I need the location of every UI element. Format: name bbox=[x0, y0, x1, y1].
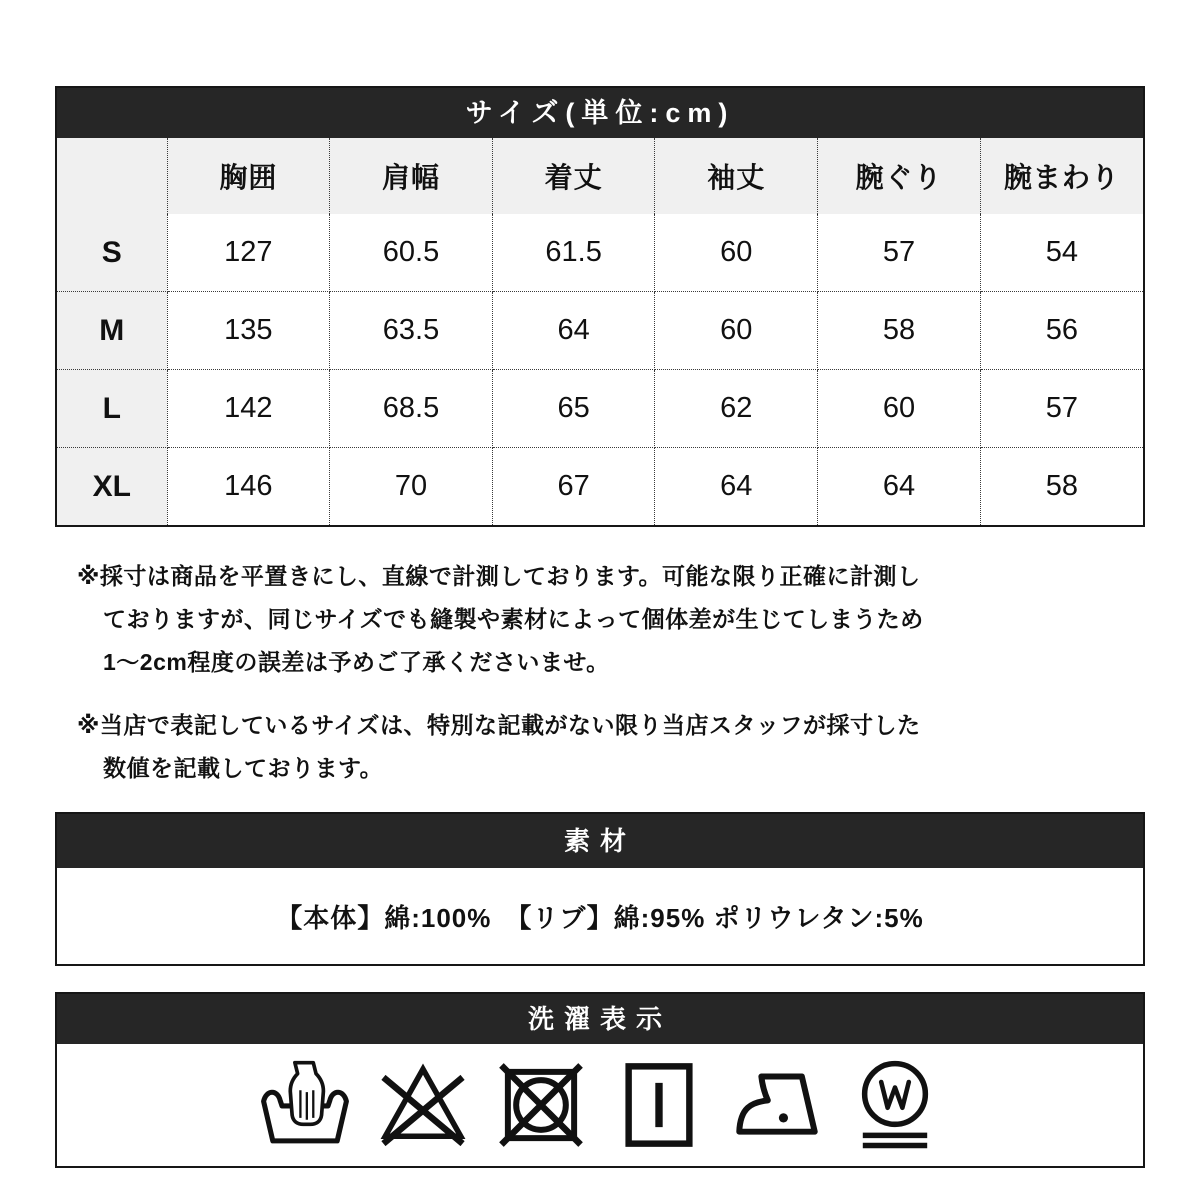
column-header-chest: 胸囲 bbox=[167, 138, 330, 214]
material-text: 【本体】綿:100% 【リブ】綿:95% ポリウレタン:5% bbox=[57, 868, 1143, 964]
care-symbols-row bbox=[57, 1044, 1143, 1166]
column-header-arm-width: 腕まわり bbox=[980, 138, 1143, 214]
size-table-section bbox=[55, 86, 1145, 527]
cell-value: 65 bbox=[492, 370, 655, 448]
table-row-m bbox=[57, 292, 1143, 370]
do-not-tumble-dry-icon bbox=[495, 1057, 587, 1153]
table-row-s bbox=[57, 214, 1143, 292]
cell-value: 70 bbox=[330, 448, 493, 526]
size-table bbox=[57, 138, 1143, 525]
column-header-length: 着丈 bbox=[492, 138, 655, 214]
cell-value: 60.5 bbox=[330, 214, 493, 292]
size-table-title: サイズ(単位:cm) bbox=[57, 88, 1143, 138]
cell-value: 64 bbox=[655, 448, 818, 526]
cell-value: 142 bbox=[167, 370, 330, 448]
line-dry-icon bbox=[613, 1057, 705, 1153]
note-line: ※当店で表記しているサイズは、特別な記載がない限り当店スタッフが採寸した bbox=[77, 712, 921, 738]
cell-value: 68.5 bbox=[330, 370, 493, 448]
note-line: ておりますが、同じサイズでも縫製や素材によって個体差が生じてしまうため bbox=[103, 606, 924, 632]
cell-value: 58 bbox=[980, 448, 1143, 526]
table-row-xl bbox=[57, 448, 1143, 526]
size-label-l: L bbox=[57, 370, 167, 448]
cell-value: 60 bbox=[655, 292, 818, 370]
hand-wash-icon bbox=[259, 1057, 351, 1153]
cell-value: 57 bbox=[980, 370, 1143, 448]
measurement-note bbox=[55, 555, 1145, 684]
cell-value: 54 bbox=[980, 214, 1143, 292]
care-title: 洗濯表示 bbox=[57, 994, 1143, 1044]
iron-low-heat-icon bbox=[731, 1057, 823, 1153]
care-section bbox=[55, 992, 1145, 1168]
cell-value: 64 bbox=[818, 448, 981, 526]
cell-value: 127 bbox=[167, 214, 330, 292]
cell-value: 67 bbox=[492, 448, 655, 526]
cell-value: 62 bbox=[655, 370, 818, 448]
cell-value: 57 bbox=[818, 214, 981, 292]
material-title: 素材 bbox=[57, 814, 1143, 868]
wet-cleaning-icon bbox=[849, 1057, 941, 1153]
cell-value: 146 bbox=[167, 448, 330, 526]
do-not-bleach-icon bbox=[377, 1057, 469, 1153]
staff-measured-note bbox=[55, 704, 1145, 790]
cell-value: 64 bbox=[492, 292, 655, 370]
column-header-sleeve: 袖丈 bbox=[655, 138, 818, 214]
cell-value: 56 bbox=[980, 292, 1143, 370]
column-header-armhole: 腕ぐり bbox=[818, 138, 981, 214]
size-label-s: S bbox=[57, 214, 167, 292]
cell-value: 61.5 bbox=[492, 214, 655, 292]
size-label-xl: XL bbox=[57, 448, 167, 526]
column-header-shoulder: 肩幅 bbox=[330, 138, 493, 214]
corner-cell bbox=[57, 138, 167, 214]
cell-value: 135 bbox=[167, 292, 330, 370]
table-row-l bbox=[57, 370, 1143, 448]
cell-value: 60 bbox=[818, 370, 981, 448]
note-line: 1〜2cm程度の誤差は予めご了承くださいませ。 bbox=[103, 649, 610, 675]
note-line: 数値を記載しております。 bbox=[103, 755, 384, 781]
size-table-header-row bbox=[57, 138, 1143, 214]
size-label-m: M bbox=[57, 292, 167, 370]
material-section bbox=[55, 812, 1145, 966]
note-line: ※採寸は商品を平置きにし、直線で計測しております。可能な限り正確に計測し bbox=[77, 563, 921, 589]
cell-value: 60 bbox=[655, 214, 818, 292]
cell-value: 63.5 bbox=[330, 292, 493, 370]
cell-value: 58 bbox=[818, 292, 981, 370]
